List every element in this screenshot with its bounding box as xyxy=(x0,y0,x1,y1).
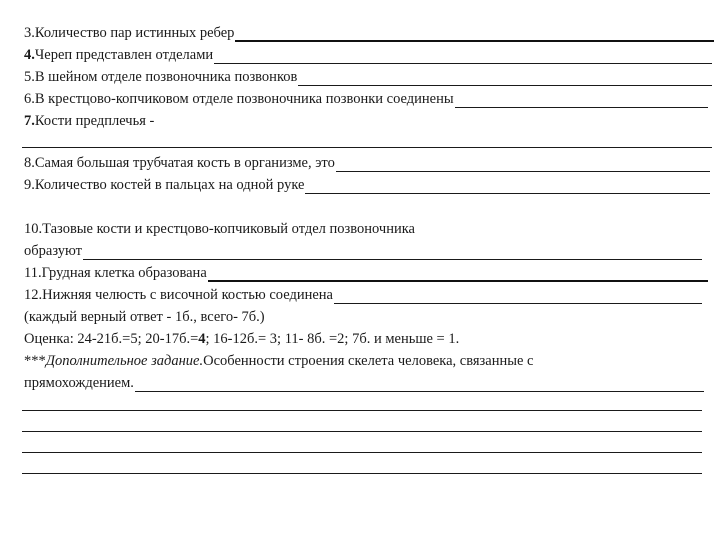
answer-line-12[interactable] xyxy=(334,289,702,304)
scoring-note xyxy=(24,308,624,326)
question-7-text: Кости предплечья - xyxy=(34,113,155,129)
question-12 xyxy=(24,286,702,304)
question-6 xyxy=(24,90,708,108)
answer-line-extra-4[interactable] xyxy=(22,452,702,453)
answer-line-6[interactable] xyxy=(455,93,708,108)
answer-line-9[interactable] xyxy=(305,179,710,194)
question-4-text: Череп представлен отделами xyxy=(34,47,214,63)
answer-line-extra-3[interactable] xyxy=(22,431,702,432)
extra-task-label: Дополнительное задание. xyxy=(45,353,204,369)
answer-line-extra-5[interactable] xyxy=(22,473,702,474)
answer-line-4[interactable] xyxy=(214,49,712,64)
answer-line-8[interactable] xyxy=(336,157,710,172)
answer-line-10[interactable] xyxy=(83,245,702,260)
question-3-text: 3.Количество пар истинных ребер xyxy=(24,25,235,41)
answer-line-5[interactable] xyxy=(298,71,712,86)
question-7-number: 7. xyxy=(24,113,35,129)
answer-line-extra-1[interactable] xyxy=(135,377,704,392)
question-5 xyxy=(24,68,712,86)
question-8-text: 8.Самая большая трубчатая кость в организме, это xyxy=(24,155,335,171)
question-4-number: 4. xyxy=(24,47,35,63)
extra-task-stars: *** xyxy=(24,353,46,369)
extra-task xyxy=(24,352,684,370)
question-10 xyxy=(24,220,644,238)
answer-line-7[interactable] xyxy=(22,147,712,148)
question-4 xyxy=(24,46,712,64)
question-7 xyxy=(24,112,324,130)
answer-line-11[interactable] xyxy=(208,266,708,282)
question-3 xyxy=(24,24,714,42)
grade-scale-pre: Оценка: 24-21б.=5; 20-17б.= xyxy=(24,331,199,347)
question-12-text: 12.Нижняя челюсть с височной костью соединена xyxy=(24,287,333,303)
answer-line-extra-2[interactable] xyxy=(22,410,702,411)
extra-task-cont xyxy=(24,374,704,392)
extra-task-text: Особенности строения скелета человека, связанные с xyxy=(203,353,534,369)
grade-scale-post: ; 16-12б.= 3; 11- 8б. =2; 7б. и меньше = 1. xyxy=(205,331,460,347)
question-11 xyxy=(24,264,708,282)
question-5-text: 5.В шейном отделе позвоночника позвонков xyxy=(24,69,298,85)
question-6-text: 6.В крестцово-копчиковом отделе позвоночника позвонки соединены xyxy=(24,91,454,107)
question-10-text: 10.Тазовые кости и крестцово-копчиковый отдел позвоночника xyxy=(24,221,415,237)
question-9-text: 9.Количество костей в пальцах на одной руке xyxy=(24,177,305,193)
scoring-note-text: (каждый верный ответ - 1б., всего- 7б.) xyxy=(24,309,265,325)
question-10-cont xyxy=(24,242,702,260)
extra-task-text-cont: прямохождением. xyxy=(24,375,134,391)
question-9 xyxy=(24,176,710,194)
answer-line-3[interactable] xyxy=(235,26,714,42)
grade-scale xyxy=(24,330,664,348)
question-8 xyxy=(24,154,710,172)
question-10-text-cont: образуют xyxy=(24,243,82,259)
question-11-text: 11.Грудная клетка образована xyxy=(24,265,207,281)
grade-scale-four: 4 xyxy=(198,331,206,347)
